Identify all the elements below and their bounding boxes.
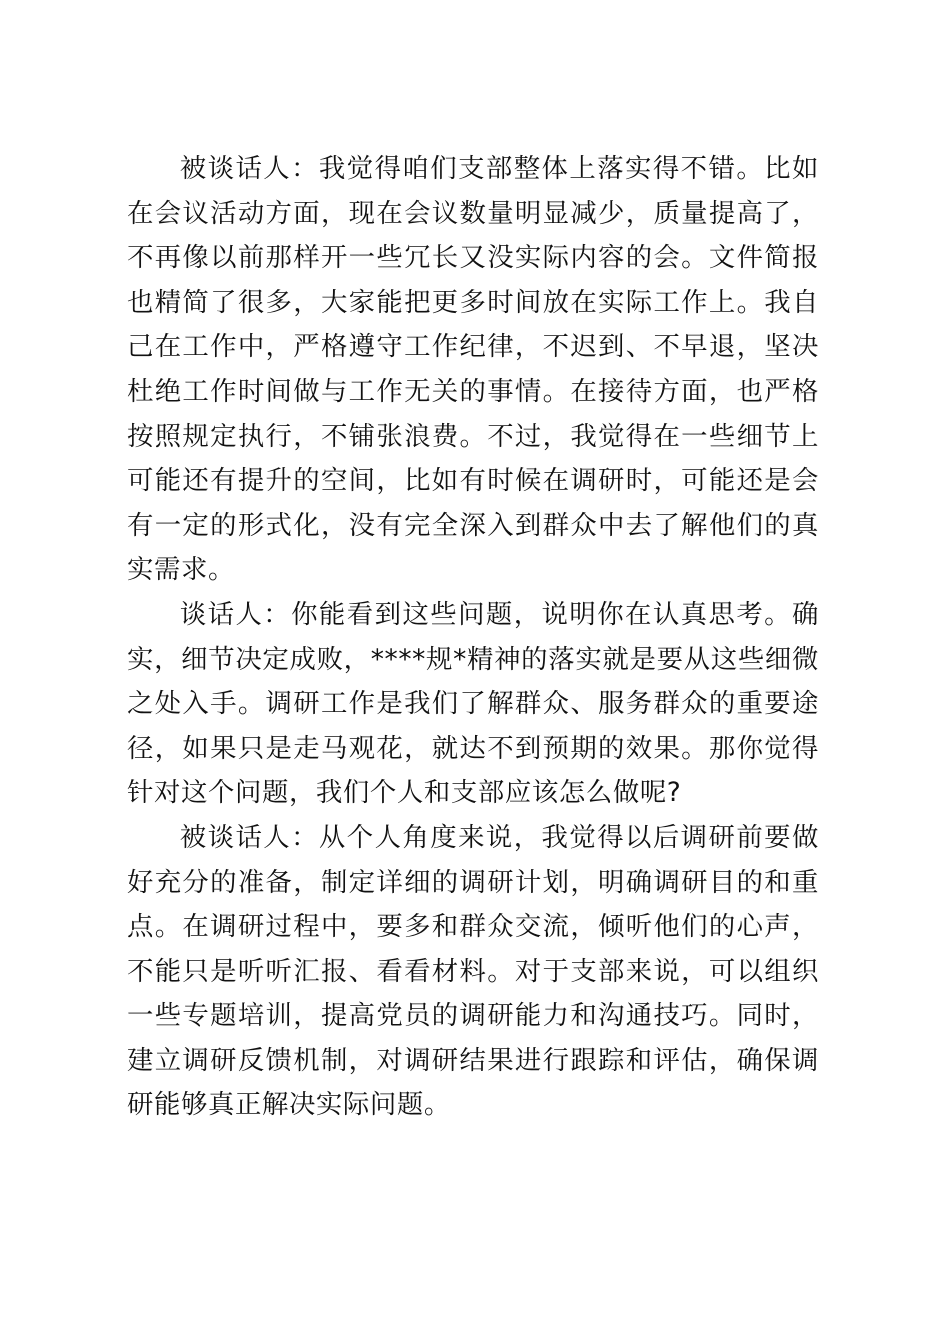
document-body bbox=[127, 147, 819, 1128]
paragraph-interviewee-1: 被谈话人：我觉得咱们支部整体上落实得不错。比如在会议活动方面，现在会议数量明显减少，质量提高了，不再像以前那样开一些冗长又没实际内容的会。文件简报也精简了很多，大家能把更多时间放在实际工作上。我自己在工作中，严格遵守工作纪律，不迟到、不早退，坚决杜绝工作时间做与工作无关的事情。在接待方面，也严格按照规定执行，不铺张浪费。不过，我觉得在一些细节上可能还有提升的空间，比如有时候在调研时，可能还是会有一定的形式化，没有完全深入到群众中去了解他们的真实需求。 bbox=[127, 153, 819, 586]
paragraph-interviewee-2: 被谈话人：从个人角度来说，我觉得以后调研前要做好充分的准备，制定详细的调研计划，明确调研目的和重点。在调研过程中，要多和群众交流，倾听他们的心声，不能只是听听汇报、看看材料。对于支部来说，可以组织一些专题培训，提高党员的调研能力和沟通技巧。同时，建立调研反馈机制，对调研结果进行跟踪和评估，确保调研能够真正解决实际问题。 bbox=[127, 821, 819, 1121]
paragraph-interviewer: 谈话人：你能看到这些问题，说明你在认真思考。确实，细节决定成败，****规*精神的落实就是要从这些细微之处入手。调研工作是我们了解群众、服务群众的重要途径，如果只是走马观花，就达不到预期的效果。那你觉得针对这个问题，我们个人和支部应该怎么做呢? bbox=[127, 598, 819, 809]
